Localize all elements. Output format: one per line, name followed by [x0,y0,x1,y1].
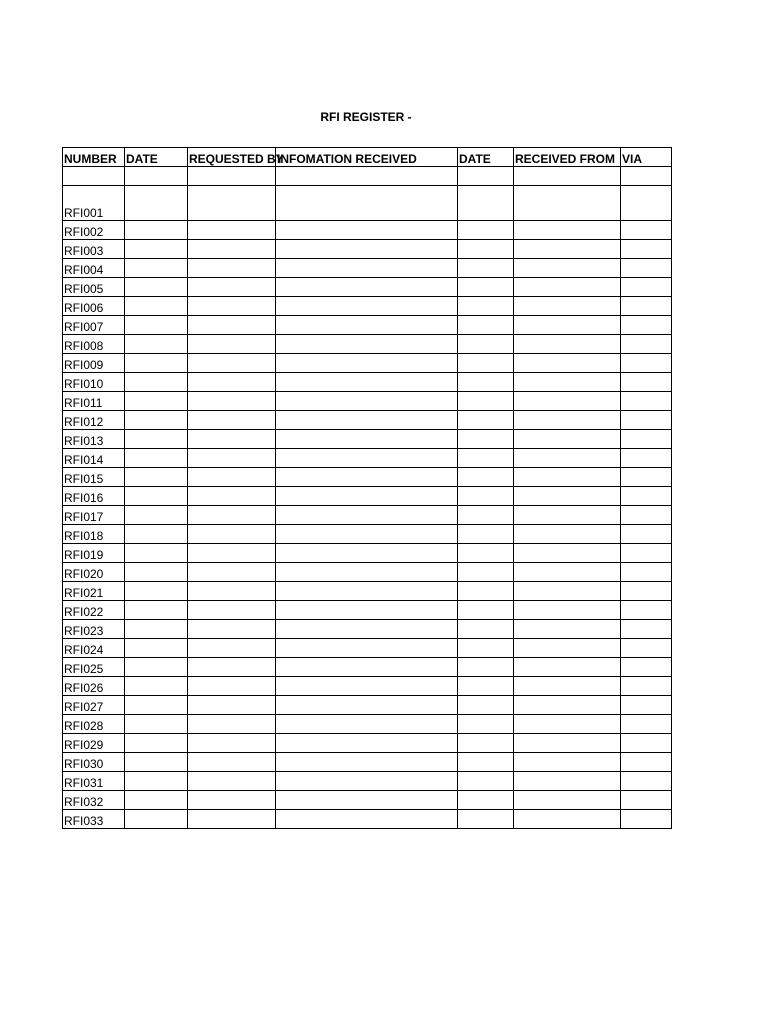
cell-information-received[interactable] [276,468,458,487]
cell-date[interactable] [125,430,188,449]
cell-date[interactable] [125,677,188,696]
cell-received-date[interactable] [458,753,514,772]
cell-requested-by[interactable] [188,772,276,791]
cell-date[interactable] [125,601,188,620]
table-cell[interactable] [458,167,514,186]
table-row [63,373,672,392]
rfi-number-cell: RFI005 [63,278,125,297]
cell-received-date[interactable] [458,468,514,487]
table-row [63,582,672,601]
rfi-number-cell: RFI031 [63,772,125,791]
cell-via[interactable] [621,658,672,677]
cell-received-date[interactable] [458,525,514,544]
header-row [63,148,672,167]
rfi-number-cell: RFI010 [63,373,125,392]
table-row [63,715,672,734]
table-row [63,354,672,373]
cell-received-date[interactable] [458,449,514,468]
rfi-number-cell: RFI029 [63,734,125,753]
rfi-number-cell: RFI008 [63,335,125,354]
rfi-number-cell: RFI013 [63,430,125,449]
cell-information-received[interactable] [276,506,458,525]
rfi-number-cell: RFI003 [63,240,125,259]
cell-received-date[interactable] [458,658,514,677]
cell-date[interactable] [125,449,188,468]
cell-received-from[interactable] [514,278,621,297]
cell-received-from[interactable] [514,582,621,601]
cell-information-received[interactable] [276,373,458,392]
cell-requested-by[interactable] [188,601,276,620]
cell-information-received[interactable] [276,487,458,506]
cell-via[interactable] [621,487,672,506]
cell-received-date[interactable] [458,620,514,639]
cell-received-date[interactable] [458,582,514,601]
table-row [63,392,672,411]
rfi-number-cell: RFI015 [63,468,125,487]
table-row [63,525,672,544]
cell-via[interactable] [621,563,672,582]
cell-date[interactable] [125,297,188,316]
table-row [63,620,672,639]
cell-received-date[interactable] [458,240,514,259]
cell-via[interactable] [621,316,672,335]
cell-via[interactable] [621,335,672,354]
cell-received-from[interactable] [514,316,621,335]
cell-requested-by[interactable] [188,468,276,487]
cell-via[interactable] [621,601,672,620]
table-row [63,487,672,506]
cell-date[interactable] [125,411,188,430]
cell-information-received[interactable] [276,411,458,430]
cell-received-date[interactable] [458,487,514,506]
cell-received-from[interactable] [514,734,621,753]
rfi-number-cell: RFI026 [63,677,125,696]
cell-requested-by[interactable] [188,392,276,411]
cell-received-from[interactable] [514,506,621,525]
cell-requested-by[interactable] [188,810,276,829]
cell-requested-by[interactable] [188,297,276,316]
table-row [63,468,672,487]
cell-requested-by[interactable] [188,373,276,392]
table-row [63,791,672,810]
rfi-number-cell: RFI007 [63,316,125,335]
rfi-number-cell: RFI022 [63,601,125,620]
cell-via[interactable] [621,240,672,259]
rfi-number-cell: RFI020 [63,563,125,582]
cell-received-from[interactable] [514,335,621,354]
table-row [63,506,672,525]
cell-date[interactable] [125,335,188,354]
table-cell[interactable] [63,167,125,186]
page-title: RFI REGISTER - [320,110,412,124]
cell-information-received[interactable] [276,449,458,468]
rfi-number-cell: RFI033 [63,810,125,829]
cell-via[interactable] [621,582,672,601]
cell-received-date[interactable] [458,506,514,525]
cell-requested-by[interactable] [188,658,276,677]
cell-received-date[interactable] [458,715,514,734]
cell-information-received[interactable] [276,696,458,715]
rfi-number-cell: RFI019 [63,544,125,563]
table-row [63,772,672,791]
cell-date[interactable] [125,392,188,411]
cell-via[interactable] [621,186,672,221]
rfi-register-table [62,147,672,829]
cell-via[interactable] [621,753,672,772]
cell-received-date[interactable] [458,278,514,297]
cell-information-received[interactable] [276,772,458,791]
cell-information-received[interactable] [276,525,458,544]
column-header-date: DATE [125,148,188,167]
cell-received-from[interactable] [514,411,621,430]
cell-via[interactable] [621,525,672,544]
cell-received-from[interactable] [514,753,621,772]
cell-received-from[interactable] [514,221,621,240]
table-cell[interactable] [276,167,458,186]
table-row [63,335,672,354]
cell-received-date[interactable] [458,221,514,240]
cell-requested-by[interactable] [188,506,276,525]
cell-information-received[interactable] [276,639,458,658]
cell-via[interactable] [621,810,672,829]
rfi-number-cell: RFI001 [63,186,125,221]
cell-requested-by[interactable] [188,639,276,658]
cell-date[interactable] [125,354,188,373]
table-cell[interactable] [514,167,621,186]
table-cell[interactable] [188,167,276,186]
cell-via[interactable] [621,297,672,316]
cell-received-date[interactable] [458,354,514,373]
rfi-number-cell: RFI002 [63,221,125,240]
cell-requested-by[interactable] [188,563,276,582]
table-row [63,810,672,829]
rfi-number-cell: RFI018 [63,525,125,544]
cell-requested-by[interactable] [188,259,276,278]
cell-date[interactable] [125,373,188,392]
cell-received-from[interactable] [514,430,621,449]
column-header-via: VIA [621,148,672,167]
cell-received-date[interactable] [458,259,514,278]
cell-requested-by[interactable] [188,449,276,468]
table-row [63,658,672,677]
cell-received-from[interactable] [514,772,621,791]
rfi-number-cell: RFI024 [63,639,125,658]
cell-date[interactable] [125,259,188,278]
table-row [63,278,672,297]
cell-information-received[interactable] [276,392,458,411]
cell-information-received[interactable] [276,186,458,221]
cell-via[interactable] [621,639,672,658]
rfi-number-cell: RFI017 [63,506,125,525]
cell-date[interactable] [125,221,188,240]
rfi-number-cell: RFI012 [63,411,125,430]
table-row [63,240,672,259]
cell-requested-by[interactable] [188,240,276,259]
table-row [63,297,672,316]
cell-requested-by[interactable] [188,544,276,563]
rfi-number-cell: RFI004 [63,259,125,278]
cell-date[interactable] [125,715,188,734]
cell-information-received[interactable] [276,791,458,810]
rfi-number-cell: RFI016 [63,487,125,506]
table-row [63,639,672,658]
cell-via[interactable] [621,221,672,240]
cell-date[interactable] [125,278,188,297]
rfi-number-cell: RFI021 [63,582,125,601]
cell-received-from[interactable] [514,297,621,316]
cell-received-from[interactable] [514,715,621,734]
cell-received-date[interactable] [458,411,514,430]
cell-requested-by[interactable] [188,430,276,449]
column-header-number: NUMBER [63,148,125,167]
cell-information-received[interactable] [276,601,458,620]
cell-received-date[interactable] [458,791,514,810]
table-row [63,259,672,278]
cell-date[interactable] [125,772,188,791]
cell-date[interactable] [125,753,188,772]
column-header-requested-by: REQUESTED BY [188,148,276,167]
cell-requested-by[interactable] [188,335,276,354]
cell-information-received[interactable] [276,810,458,829]
table-row [63,186,672,221]
cell-date[interactable] [125,620,188,639]
cell-received-date[interactable] [458,677,514,696]
cell-date[interactable] [125,563,188,582]
table-row [63,449,672,468]
cell-requested-by[interactable] [188,278,276,297]
cell-received-date[interactable] [458,297,514,316]
cell-via[interactable] [621,677,672,696]
cell-requested-by[interactable] [188,620,276,639]
cell-via[interactable] [621,278,672,297]
rfi-number-cell: RFI009 [63,354,125,373]
cell-received-date[interactable] [458,335,514,354]
cell-date[interactable] [125,316,188,335]
cell-requested-by[interactable] [188,677,276,696]
cell-information-received[interactable] [276,544,458,563]
rfi-number-cell: RFI028 [63,715,125,734]
column-header-received-date: DATE [458,148,514,167]
cell-date[interactable] [125,487,188,506]
cell-received-from[interactable] [514,544,621,563]
rfi-number-cell: RFI025 [63,658,125,677]
cell-received-date[interactable] [458,601,514,620]
cell-received-from[interactable] [514,677,621,696]
cell-received-from[interactable] [514,259,621,278]
table-cell[interactable] [125,167,188,186]
cell-received-from[interactable] [514,186,621,221]
cell-information-received[interactable] [276,734,458,753]
cell-via[interactable] [621,392,672,411]
cell-received-date[interactable] [458,696,514,715]
cell-information-received[interactable] [276,715,458,734]
cell-via[interactable] [621,696,672,715]
cell-requested-by[interactable] [188,221,276,240]
cell-received-date[interactable] [458,186,514,221]
table-row [63,221,672,240]
cell-requested-by[interactable] [188,316,276,335]
cell-date[interactable] [125,240,188,259]
cell-date[interactable] [125,696,188,715]
table-row [63,544,672,563]
cell-information-received[interactable] [276,259,458,278]
cell-date[interactable] [125,506,188,525]
cell-via[interactable] [621,544,672,563]
blank-row [63,167,672,186]
rfi-number-cell: RFI032 [63,791,125,810]
cell-received-date[interactable] [458,316,514,335]
cell-received-date[interactable] [458,563,514,582]
cell-information-received[interactable] [276,221,458,240]
rfi-number-cell: RFI006 [63,297,125,316]
table-row [63,316,672,335]
rfi-number-cell: RFI014 [63,449,125,468]
cell-date[interactable] [125,525,188,544]
table-row [63,677,672,696]
rfi-number-cell: RFI023 [63,620,125,639]
rfi-number-cell: RFI027 [63,696,125,715]
cell-information-received[interactable] [276,240,458,259]
cell-via[interactable] [621,259,672,278]
rfi-number-cell: RFI011 [63,392,125,411]
cell-information-received[interactable] [276,753,458,772]
cell-date[interactable] [125,810,188,829]
table-row [63,411,672,430]
cell-via[interactable] [621,791,672,810]
table-row [63,563,672,582]
cell-information-received[interactable] [276,582,458,601]
cell-date[interactable] [125,639,188,658]
cell-via[interactable] [621,772,672,791]
cell-requested-by[interactable] [188,411,276,430]
cell-information-received[interactable] [276,354,458,373]
rfi-number-cell: RFI030 [63,753,125,772]
cell-date[interactable] [125,186,188,221]
cell-received-from[interactable] [514,487,621,506]
cell-information-received[interactable] [276,658,458,677]
cell-received-from[interactable] [514,449,621,468]
column-header-information-received: INFOMATION RECEIVED [276,148,458,167]
cell-requested-by[interactable] [188,753,276,772]
cell-information-received[interactable] [276,677,458,696]
cell-date[interactable] [125,658,188,677]
cell-received-from[interactable] [514,696,621,715]
cell-received-from[interactable] [514,620,621,639]
cell-received-from[interactable] [514,373,621,392]
cell-received-date[interactable] [458,639,514,658]
cell-date[interactable] [125,582,188,601]
cell-received-date[interactable] [458,373,514,392]
table-row [63,601,672,620]
cell-requested-by[interactable] [188,715,276,734]
cell-information-received[interactable] [276,335,458,354]
cell-via[interactable] [621,449,672,468]
cell-via[interactable] [621,373,672,392]
cell-requested-by[interactable] [188,525,276,544]
cell-received-from[interactable] [514,601,621,620]
cell-received-from[interactable] [514,791,621,810]
cell-via[interactable] [621,411,672,430]
cell-date[interactable] [125,544,188,563]
cell-information-received[interactable] [276,620,458,639]
cell-received-from[interactable] [514,658,621,677]
table-row [63,734,672,753]
cell-via[interactable] [621,734,672,753]
table-row [63,696,672,715]
cell-requested-by[interactable] [188,186,276,221]
cell-received-from[interactable] [514,810,621,829]
cell-received-from[interactable] [514,563,621,582]
cell-information-received[interactable] [276,316,458,335]
cell-requested-by[interactable] [188,582,276,601]
cell-via[interactable] [621,468,672,487]
cell-received-date[interactable] [458,392,514,411]
cell-date[interactable] [125,734,188,753]
cell-received-from[interactable] [514,468,621,487]
cell-received-date[interactable] [458,772,514,791]
cell-via[interactable] [621,715,672,734]
cell-requested-by[interactable] [188,487,276,506]
cell-received-from[interactable] [514,240,621,259]
table-row [63,430,672,449]
cell-received-from[interactable] [514,354,621,373]
cell-received-date[interactable] [458,810,514,829]
cell-via[interactable] [621,354,672,373]
cell-information-received[interactable] [276,430,458,449]
cell-requested-by[interactable] [188,734,276,753]
cell-requested-by[interactable] [188,354,276,373]
cell-date[interactable] [125,791,188,810]
cell-information-received[interactable] [276,297,458,316]
cell-information-received[interactable] [276,278,458,297]
cell-received-from[interactable] [514,639,621,658]
cell-requested-by[interactable] [188,791,276,810]
cell-via[interactable] [621,620,672,639]
cell-received-from[interactable] [514,392,621,411]
cell-received-date[interactable] [458,430,514,449]
cell-received-date[interactable] [458,544,514,563]
cell-via[interactable] [621,506,672,525]
table-row [63,753,672,772]
cell-received-date[interactable] [458,734,514,753]
table-cell[interactable] [621,167,672,186]
cell-requested-by[interactable] [188,696,276,715]
column-header-received-from: RECEIVED FROM [514,148,621,167]
cell-date[interactable] [125,468,188,487]
cell-via[interactable] [621,430,672,449]
cell-received-from[interactable] [514,525,621,544]
cell-information-received[interactable] [276,563,458,582]
